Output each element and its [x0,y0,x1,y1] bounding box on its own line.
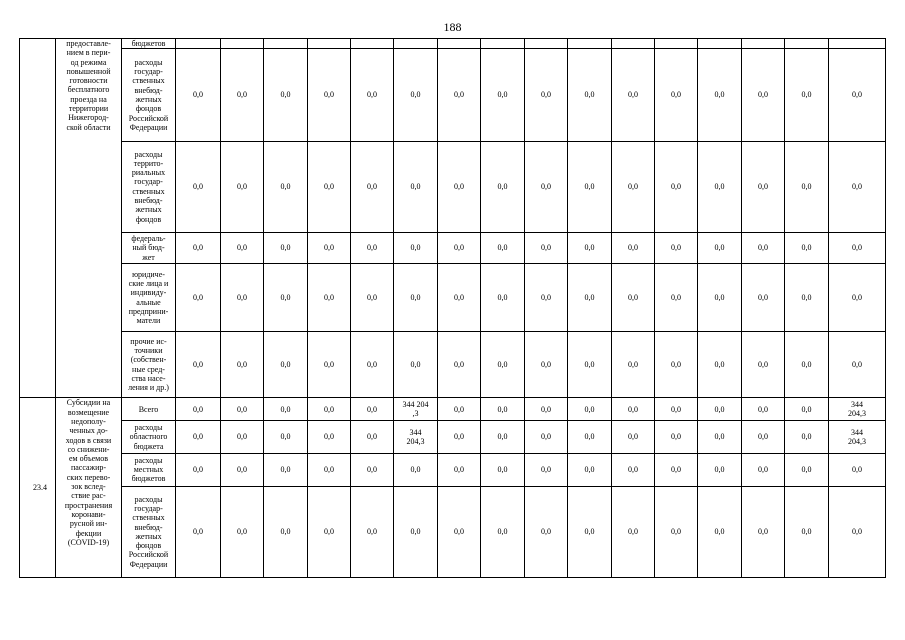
value-cell: 0,0 [698,232,742,263]
row-number: 23.4 [20,398,56,578]
value-cell: 0,0 [785,141,829,232]
value-cell: 0,0 [481,421,525,453]
value-cell: 0,0 [655,486,698,577]
value-cell: 0,0 [481,398,525,421]
value-cell [351,39,394,49]
funding-source: расходы государ- ственных внебюд- жетных фондов Российской Федерации [122,49,176,141]
value-cell: 0,0 [525,398,568,421]
value-cell [655,39,698,49]
value-cell: 0,0 [176,453,221,486]
measure-name: предоставле- нием в пери- од режима повышенной готовности бесплатного проезда на территории Нижегород- ской области [56,39,122,398]
value-cell: 0,0 [176,49,221,141]
value-cell: 0,0 [481,332,525,398]
value-cell: 0,0 [525,49,568,141]
table-row [20,486,886,577]
value-cell: 0,0 [785,332,829,398]
value-cell: 0,0 [481,486,525,577]
value-cell: 0,0 [264,398,308,421]
value-cell: 0,0 [176,398,221,421]
value-cell: 0,0 [525,332,568,398]
value-cell: 0,0 [221,398,264,421]
funding-source: федераль- ный бюд- жет [122,232,176,263]
value-cell: 0,0 [742,398,785,421]
value-cell: 0,0 [308,398,351,421]
value-cell: 0,0 [481,453,525,486]
value-cell: 0,0 [481,141,525,232]
table-row [20,232,886,263]
value-cell: 0,0 [742,49,785,141]
value-cell: 0,0 [308,232,351,263]
value-cell: 0,0 [525,141,568,232]
value-cell: 344 204,3 [829,421,886,453]
value-cell [221,39,264,49]
table-row [20,453,886,486]
funding-source: расходы государ- ственных внебюд- жетных фондов Российской Федерации [122,486,176,577]
value-cell: 0,0 [829,332,886,398]
value-cell: 0,0 [394,263,438,331]
value-cell: 0,0 [438,398,481,421]
value-cell: 0,0 [742,263,785,331]
value-cell: 0,0 [829,263,886,331]
value-cell: 0,0 [351,232,394,263]
value-cell: 0,0 [264,332,308,398]
value-cell: 0,0 [264,263,308,331]
value-cell: 0,0 [655,332,698,398]
value-cell: 0,0 [176,486,221,577]
value-cell [829,39,886,49]
value-cell [612,39,655,49]
table-row [20,398,886,421]
value-cell: 0,0 [264,141,308,232]
value-cell: 0,0 [742,486,785,577]
value-cell: 0,0 [221,49,264,141]
value-cell: 0,0 [568,453,612,486]
value-cell: 0,0 [785,49,829,141]
value-cell: 0,0 [698,263,742,331]
value-cell: 0,0 [829,49,886,141]
value-cell: 0,0 [829,486,886,577]
value-cell: 0,0 [612,332,655,398]
value-cell: 0,0 [308,49,351,141]
value-cell: 0,0 [351,486,394,577]
measure-name: Субсидии на возмещение недополу- ченных до- ходов в связи со снижени- ем объемов пассажир- ских перево- зок вслед- ствие рас- пространения коронави- русной ин- фекции (COVID-19) [56,398,122,578]
value-cell: 0,0 [351,263,394,331]
funding-source: бюджетов [122,39,176,49]
value-cell: 0,0 [481,232,525,263]
value-cell: 0,0 [221,486,264,577]
value-cell: 0,0 [438,49,481,141]
value-cell: 0,0 [308,263,351,331]
value-cell: 0,0 [698,453,742,486]
value-cell: 0,0 [612,141,655,232]
value-cell: 0,0 [785,232,829,263]
value-cell: 0,0 [698,49,742,141]
value-cell: 0,0 [568,398,612,421]
value-cell: 0,0 [394,141,438,232]
value-cell: 0,0 [264,453,308,486]
value-cell: 0,0 [655,421,698,453]
value-cell: 0,0 [655,263,698,331]
value-cell: 0,0 [742,421,785,453]
value-cell: 0,0 [438,486,481,577]
value-cell: 0,0 [264,421,308,453]
value-cell: 0,0 [829,232,886,263]
value-cell: 0,0 [221,141,264,232]
value-cell: 0,0 [176,141,221,232]
value-cell [785,39,829,49]
value-cell: 0,0 [525,263,568,331]
value-cell: 344 204,3 [394,421,438,453]
value-cell: 0,0 [221,453,264,486]
value-cell: 0,0 [438,332,481,398]
value-cell: 0,0 [612,421,655,453]
value-cell: 0,0 [525,232,568,263]
table-row [20,39,886,49]
value-cell: 0,0 [698,486,742,577]
value-cell: 0,0 [612,232,655,263]
value-cell: 0,0 [351,453,394,486]
value-cell: 0,0 [655,453,698,486]
value-cell [264,39,308,49]
table-row [20,49,886,141]
value-cell: 0,0 [264,49,308,141]
value-cell: 0,0 [612,263,655,331]
value-cell: 0,0 [308,486,351,577]
value-cell: 0,0 [785,486,829,577]
value-cell: 0,0 [221,232,264,263]
value-cell: 0,0 [829,453,886,486]
value-cell: 0,0 [568,332,612,398]
financing-table [19,38,886,578]
value-cell: 0,0 [785,263,829,331]
value-cell: 0,0 [308,421,351,453]
value-cell: 0,0 [176,263,221,331]
value-cell: 0,0 [308,141,351,232]
value-cell: 0,0 [176,332,221,398]
value-cell: 0,0 [438,232,481,263]
value-cell: 0,0 [394,232,438,263]
value-cell: 0,0 [438,263,481,331]
value-cell: 0,0 [481,263,525,331]
value-cell: 0,0 [264,232,308,263]
value-cell: 0,0 [481,49,525,141]
value-cell: 0,0 [351,421,394,453]
value-cell [394,39,438,49]
value-cell [568,39,612,49]
value-cell: 0,0 [785,453,829,486]
value-cell [742,39,785,49]
value-cell: 0,0 [612,486,655,577]
table-row [20,141,886,232]
funding-source: Всего [122,398,176,421]
value-cell [525,39,568,49]
value-cell: 0,0 [612,398,655,421]
value-cell: 344 204,3 [829,398,886,421]
value-cell: 0,0 [655,398,698,421]
value-cell: 0,0 [742,453,785,486]
table-row [20,421,886,453]
value-cell: 0,0 [438,141,481,232]
value-cell: 0,0 [525,421,568,453]
value-cell: 0,0 [221,332,264,398]
value-cell: 344 204 ,3 [394,398,438,421]
value-cell: 0,0 [264,486,308,577]
value-cell: 0,0 [221,421,264,453]
value-cell: 0,0 [308,332,351,398]
value-cell: 0,0 [568,49,612,141]
table-row [20,332,886,398]
value-cell: 0,0 [221,263,264,331]
table-row [20,263,886,331]
value-cell: 0,0 [351,49,394,141]
funding-source: прочие ис- точники (собствен- ные сред- ства насе- ления и др.) [122,332,176,398]
value-cell: 0,0 [394,332,438,398]
value-cell: 0,0 [525,486,568,577]
value-cell: 0,0 [394,453,438,486]
value-cell [308,39,351,49]
value-cell [481,39,525,49]
value-cell [698,39,742,49]
funding-source: расходы террито- риальных государ- ственных внебюд- жетных фондов [122,141,176,232]
value-cell: 0,0 [176,421,221,453]
page-number: 188 [443,20,462,34]
value-cell [176,39,221,49]
value-cell: 0,0 [438,421,481,453]
value-cell: 0,0 [394,49,438,141]
value-cell: 0,0 [176,232,221,263]
value-cell: 0,0 [698,332,742,398]
value-cell: 0,0 [568,263,612,331]
value-cell: 0,0 [655,49,698,141]
value-cell: 0,0 [698,398,742,421]
value-cell: 0,0 [829,141,886,232]
value-cell: 0,0 [742,141,785,232]
value-cell: 0,0 [785,398,829,421]
value-cell: 0,0 [568,232,612,263]
value-cell: 0,0 [655,141,698,232]
funding-source: расходы местных бюджетов [122,453,176,486]
value-cell: 0,0 [308,453,351,486]
value-cell: 0,0 [351,332,394,398]
value-cell: 0,0 [351,398,394,421]
value-cell: 0,0 [612,453,655,486]
value-cell: 0,0 [568,421,612,453]
value-cell: 0,0 [568,141,612,232]
value-cell: 0,0 [525,453,568,486]
value-cell: 0,0 [698,141,742,232]
value-cell: 0,0 [438,453,481,486]
value-cell: 0,0 [742,332,785,398]
value-cell: 0,0 [655,232,698,263]
value-cell: 0,0 [612,49,655,141]
row-number [20,39,56,398]
value-cell: 0,0 [568,486,612,577]
value-cell: 0,0 [698,421,742,453]
funding-source: юридиче- ские лица и индивиду- альные предприни- матели [122,263,176,331]
value-cell: 0,0 [351,141,394,232]
value-cell: 0,0 [742,232,785,263]
value-cell: 0,0 [394,486,438,577]
funding-source: расходы областного бюджета [122,421,176,453]
value-cell: 0,0 [785,421,829,453]
value-cell [438,39,481,49]
